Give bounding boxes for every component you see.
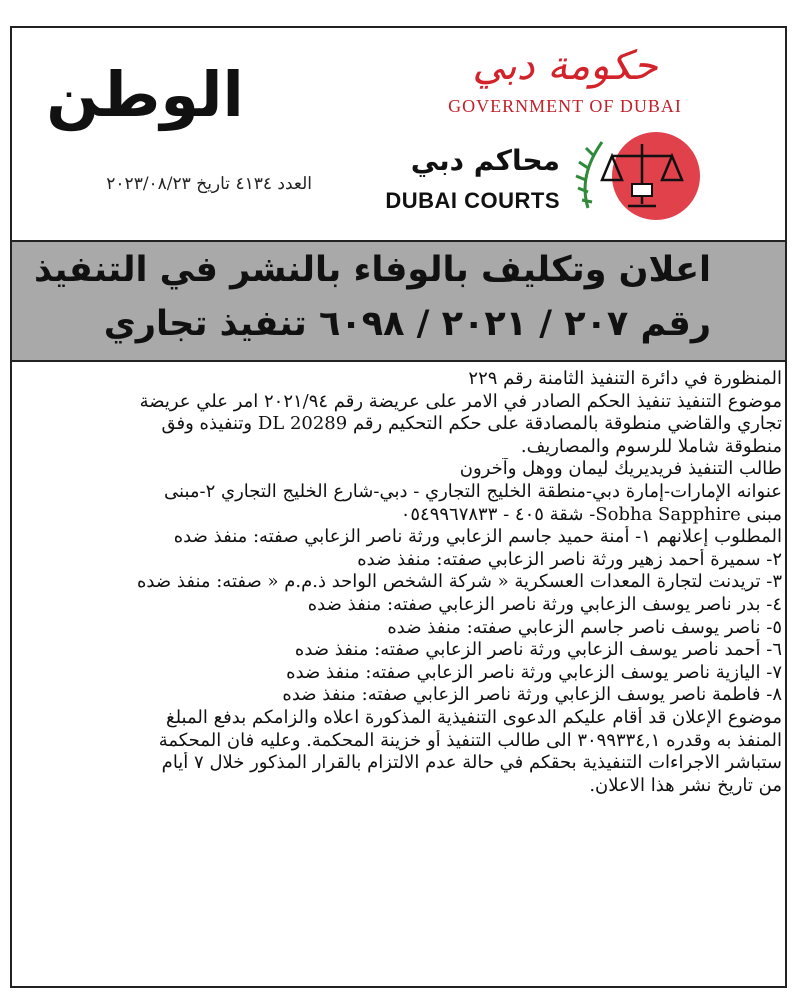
body-line: من تاريخ نشر هذا الاعلان. [589,774,782,796]
body-line: موضوع التنفيذ تنفيذ الحكم الصادر في الامر على عريضة رقم ٢٠٢١/٩٤ امر علي عريضة [139,390,782,412]
body-line: ٨- فاطمة ناصر يوسف الزعابي ورثة ناصر الزعابي صفته: منفذ ضده [282,684,782,706]
body-line: عنوانه الإمارات-إمارة دبي-منطقة الخليج التجاري - دبي-شارع الخليج التجاري ٢-مبنى [164,480,782,502]
body-line: المطلوب إعلانهم ١- أمنة حميد جاسم الزعابي ورثة ناصر الزعابي صفته: منفذ ضده [173,526,782,548]
announcement-body [18,368,782,797]
body-line: تجاري والقاضي منطوقة بالمصادقة على حكم التحكيم رقم DL 20289 وتنفيذه وفق [161,413,782,435]
body-line: المنفذ به وقدره ٣٠٩٩٣٣٤,١ الى طالب التنفيذ أو خزينة المحكمة. وعليه فان المحكمة [158,729,782,751]
case-number: رقم ٢٠٧ / ٢٠٢١ / ٦٠٩٨ تنفيذ تجاري [103,304,711,344]
issue-number-date: العدد ٤١٣٤ تاريخ ٢٠٢٣/٠٨/٢٣ [106,174,312,194]
body-line: ٢- سميرة أحمد زهير ورثة ناصر الزعابي صفته: منفذ ضده [357,548,782,570]
announcement-title-banner [12,240,785,362]
body-line: ٤- بدر ناصر يوسف الزعابي ورثة ناصر الزعابي صفته: منفذ ضده [307,593,782,615]
newspaper-name: الوطن [46,58,244,131]
government-english-wordmark: GOVERNMENT OF DUBAI [448,96,682,116]
scales-of-justice-icon [572,130,712,222]
body-line: ٧- اليازية ناصر يوسف الزعابي ورثة ناصر الزعابي صفته: منفذ ضده [286,661,782,683]
newspaper-masthead [20,60,270,130]
body-line: ستباشر الاجراءات التنفيذية بحقكم في حالة عدم الالتزام بالقرار المذكور خلال ٧ أيام [161,752,782,774]
body-line: المنظورة في دائرة التنفيذ الثامنة رقم ٢٢٩ [468,368,782,389]
body-line: ٣- تريدنت لتجارة المعدات العسكرية « شركة الشخص الواحد ذ.م.م « صفته: منفذ ضده [137,571,782,593]
body-line: موضوع الإعلان قد أقام عليكم الدعوى التنفيذية المذكورة اعلاه والزامكم بدفع المبلغ [166,706,782,728]
body-line: مبنى Sobha Sapphire- شقة ٤٠٥ - ٠٥٤٩٩٦٧٨٣٣ [400,503,782,525]
government-of-dubai-logo [410,40,720,140]
body-line: منطوقة شاملا للرسوم والمصاريف. [520,435,782,457]
announcement-title: اعلان وتكليف بالوفاء بالنشر في التنفيذ [34,250,711,290]
courts-arabic-wordmark: محاكم دبي [410,144,560,177]
body-line: ٦- أحمد ناصر يوسف الزعابي ورثة ناصر الزعابي صفته: منفذ ضده [294,639,782,661]
courts-english-wordmark: DUBAI COURTS [385,188,560,213]
body-line: ٥- ناصر يوسف ناصر جاسم الزعابي صفته: منفذ ضده [387,616,782,638]
body-line: طالب التنفيذ فريديريك ليمان ووهل وآخرون [459,458,782,480]
government-arabic-wordmark: حكومة دبي [472,43,658,89]
